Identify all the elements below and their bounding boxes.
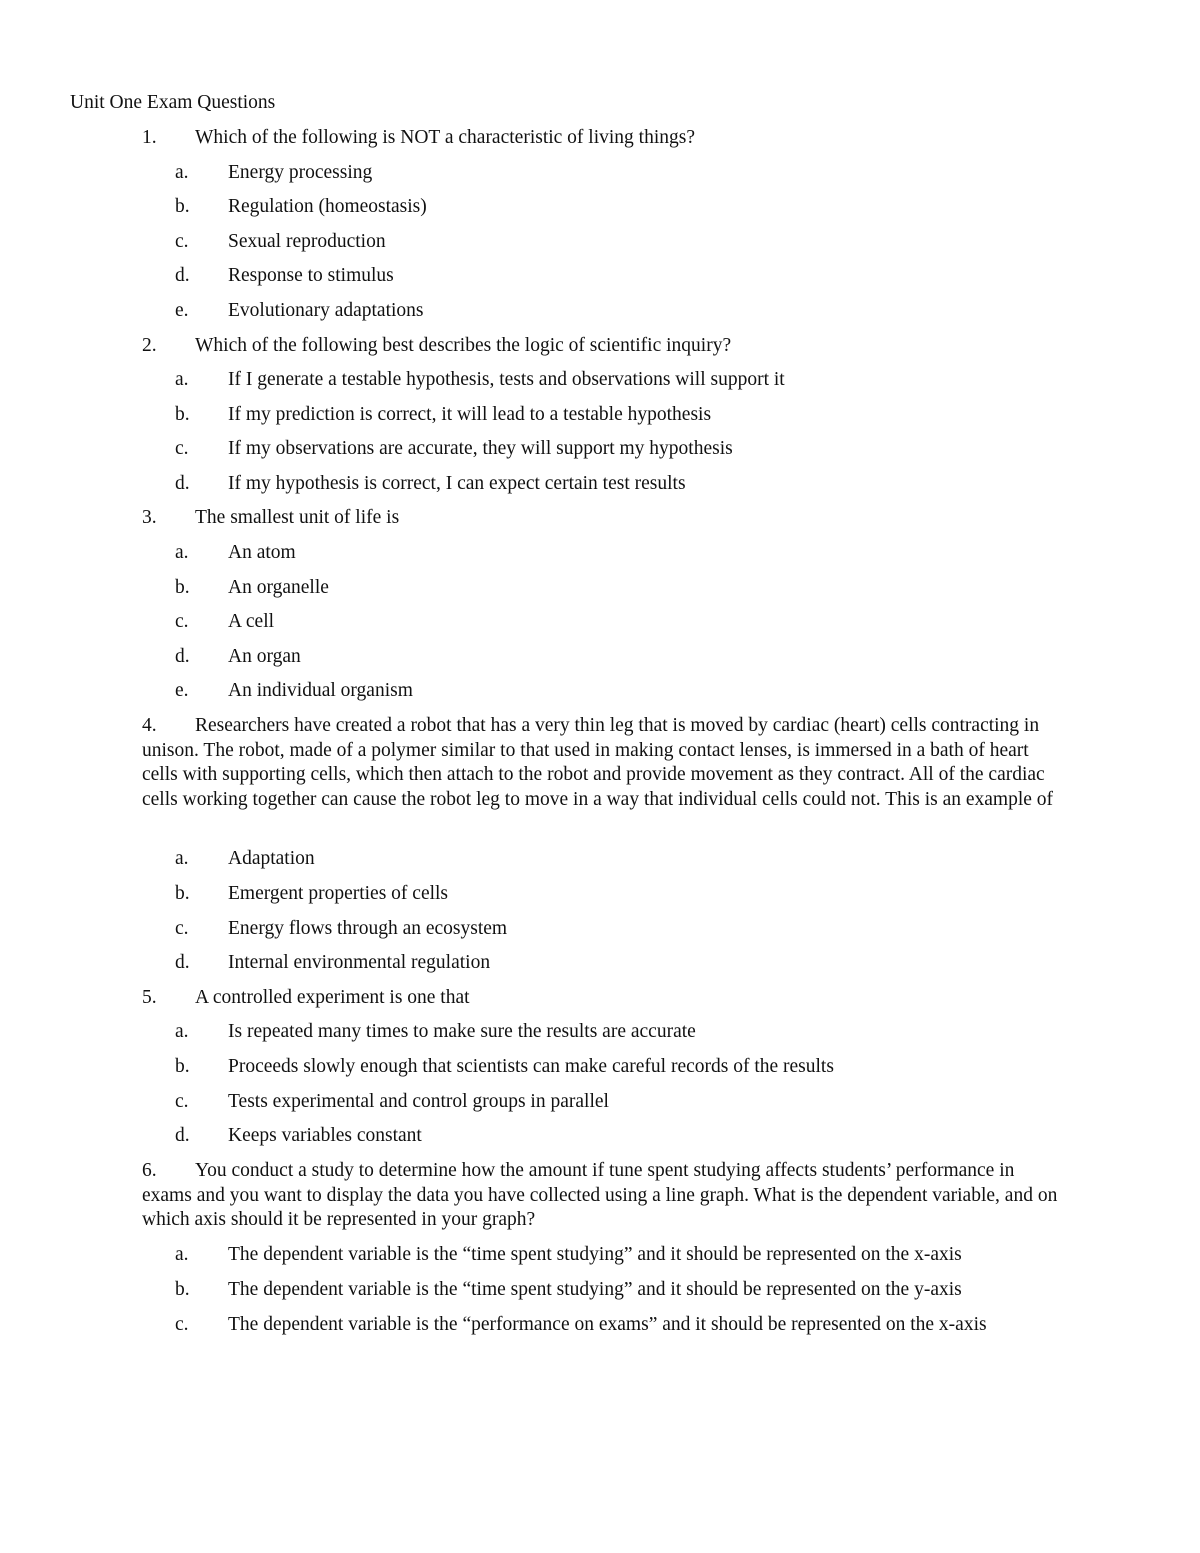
option-letter: e. — [175, 300, 189, 321]
option-text: Regulation (homeostasis) — [228, 196, 427, 217]
option-text: The dependent variable is the “performance on exams” and it should be represented on the x-axis — [228, 1314, 987, 1335]
option-6c — [175, 1313, 1045, 1337]
question-number: 4. — [142, 715, 157, 736]
option-text: Sexual reproduction — [228, 231, 386, 252]
option-text: Internal environmental regulation — [228, 952, 491, 973]
question-text: You conduct a study to determine how the amount if tune spent studying affects students’ performance in exams and you want to display the data you have collected using a line graph. What is the dependent variable, and on which axis should it be represented in your graph? — [142, 1160, 1058, 1231]
option-text: A cell — [228, 611, 275, 632]
option-text: If my observations are accurate, they will support my hypothesis — [228, 438, 733, 459]
option-4b — [175, 882, 448, 906]
question-4 — [142, 714, 1062, 812]
option-3c — [175, 610, 274, 634]
option-3b — [175, 576, 329, 600]
option-text: If I generate a testable hypothesis, tests and observations will support it — [228, 369, 785, 390]
question-5 — [142, 986, 470, 1010]
option-5b — [175, 1055, 834, 1079]
option-text: If my hypothesis is correct, I can expect certain test results — [228, 473, 686, 494]
option-letter: b. — [175, 196, 190, 217]
option-letter: a. — [175, 369, 189, 390]
option-text: An organelle — [228, 577, 329, 598]
question-text: Which of the following is NOT a characteristic of living things? — [195, 127, 696, 148]
question-text: The smallest unit of life is — [195, 507, 400, 528]
option-letter: c. — [175, 438, 189, 459]
question-text: Researchers have created a robot that has a very thin leg that is moved by cardiac (heart) cells contracting in unison. The robot, made of a polymer similar to that used in making contact lenses, is immersed in a bath of heart cells with supporting cells, which then attach to the robot and provide movement as they contract. All of the cardiac cells working together can cause the robot leg to move in a way that individual cells could not. This is an example of — [142, 715, 1054, 810]
option-1e — [175, 299, 424, 323]
question-number: 1. — [142, 127, 157, 148]
question-number: 3. — [142, 507, 157, 528]
option-letter: d. — [175, 473, 190, 494]
option-letter: c. — [175, 1314, 189, 1335]
option-letter: c. — [175, 611, 189, 632]
option-text: Is repeated many times to make sure the results are accurate — [228, 1021, 696, 1042]
option-letter: c. — [175, 231, 189, 252]
option-1b — [175, 195, 427, 219]
option-2c — [175, 437, 733, 461]
option-letter: b. — [175, 883, 190, 904]
question-text: Which of the following best describes the logic of scientific inquiry? — [195, 335, 732, 356]
option-text: Response to stimulus — [228, 265, 394, 286]
option-3d — [175, 645, 301, 669]
option-text: The dependent variable is the “time spent studying” and it should be represented on the y-axis — [228, 1279, 962, 1300]
option-letter: b. — [175, 577, 190, 598]
option-letter: c. — [175, 1091, 189, 1112]
question-1 — [142, 126, 695, 150]
option-letter: d. — [175, 1125, 190, 1146]
question-text: A controlled experiment is one that — [195, 987, 470, 1008]
option-letter: d. — [175, 646, 190, 667]
option-text: Adaptation — [228, 848, 315, 869]
option-letter: a. — [175, 542, 189, 563]
option-3e — [175, 679, 413, 703]
option-text: The dependent variable is the “time spent studying” and it should be represented on the x-axis — [228, 1244, 962, 1265]
option-2a — [175, 368, 785, 392]
option-letter: a. — [175, 162, 189, 183]
option-1c — [175, 230, 386, 254]
option-text: Tests experimental and control groups in parallel — [228, 1091, 609, 1112]
question-number: 6. — [142, 1160, 157, 1181]
option-6a — [175, 1243, 962, 1267]
option-text: Keeps variables constant — [228, 1125, 422, 1146]
option-letter: b. — [175, 404, 190, 425]
option-1d — [175, 264, 394, 288]
option-letter: a. — [175, 1021, 189, 1042]
option-letter: a. — [175, 848, 189, 869]
option-letter: a. — [175, 1244, 189, 1265]
option-4a — [175, 847, 315, 871]
question-number: 2. — [142, 335, 157, 356]
option-letter: d. — [175, 265, 190, 286]
option-5c — [175, 1090, 609, 1114]
option-2d — [175, 472, 686, 496]
option-text: If my prediction is correct, it will lead to a testable hypothesis — [228, 404, 712, 425]
option-text: Energy processing — [228, 162, 373, 183]
option-4c — [175, 917, 507, 941]
option-5a — [175, 1020, 696, 1044]
question-number: 5. — [142, 987, 157, 1008]
option-2b — [175, 403, 711, 427]
option-letter: b. — [175, 1056, 190, 1077]
option-5d — [175, 1124, 422, 1148]
option-text: Proceeds slowly enough that scientists can make careful records of the results — [228, 1056, 834, 1077]
option-text: Evolutionary adaptations — [228, 300, 424, 321]
option-text: An atom — [228, 542, 296, 563]
option-letter: d. — [175, 952, 190, 973]
option-1a — [175, 161, 372, 185]
option-text: An individual organism — [228, 680, 413, 701]
option-3a — [175, 541, 296, 565]
option-letter: b. — [175, 1279, 190, 1300]
question-6 — [142, 1159, 1062, 1233]
option-letter: e. — [175, 680, 189, 701]
question-3 — [142, 506, 399, 530]
document-title: Unit One Exam Questions — [70, 92, 276, 113]
option-text: Emergent properties of cells — [228, 883, 449, 904]
option-text: Energy flows through an ecosystem — [228, 918, 508, 939]
option-6b — [175, 1278, 962, 1302]
question-2 — [142, 334, 731, 358]
option-letter: c. — [175, 918, 189, 939]
option-4d — [175, 951, 490, 975]
option-text: An organ — [228, 646, 301, 667]
